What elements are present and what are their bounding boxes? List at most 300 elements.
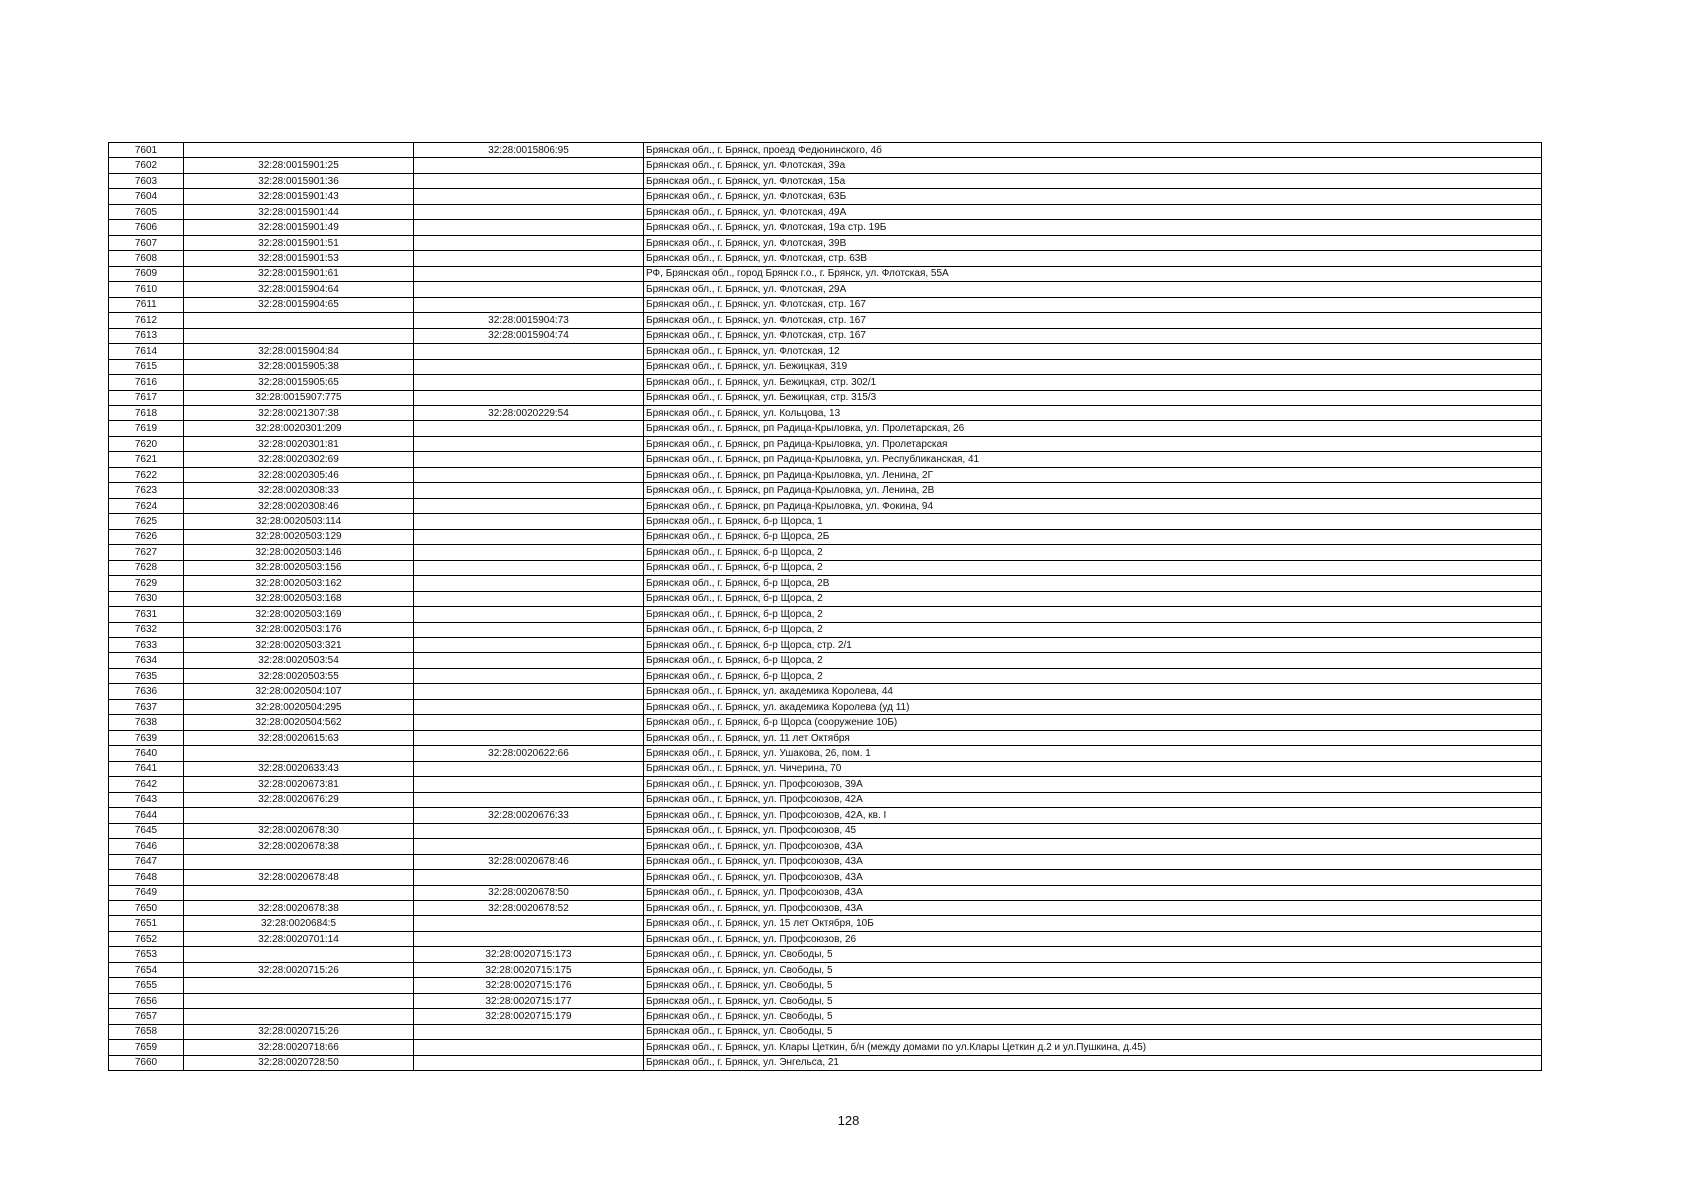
table-row: [109, 436, 1542, 451]
row-number: 7648: [109, 870, 184, 885]
table-row: [109, 638, 1542, 653]
cadastral-number-primary: 32:28:0020718:66: [184, 1040, 414, 1055]
cadastral-number-primary: 32:28:0020701:14: [184, 931, 414, 946]
cadastral-number-secondary: [414, 653, 644, 668]
cadastral-number-secondary: [414, 344, 644, 359]
cadastral-number-primary: 32:28:0020715:26: [184, 962, 414, 977]
address: Брянская обл., г. Брянск, ул. Свободы, 5: [644, 947, 1542, 962]
table-row: [109, 359, 1542, 374]
cadastral-number-secondary: 32:28:0020678:50: [414, 885, 644, 900]
cadastral-number-primary: 32:28:0020308:46: [184, 498, 414, 513]
cadastral-number-primary: 32:28:0020678:30: [184, 823, 414, 838]
table-row: [109, 421, 1542, 436]
cadastral-number-secondary: [414, 498, 644, 513]
row-number: 7607: [109, 235, 184, 250]
cadastral-number-primary: [184, 978, 414, 993]
table-row: [109, 1040, 1542, 1055]
table-row: [109, 235, 1542, 250]
cadastral-number-secondary: [414, 189, 644, 204]
cadastral-number-secondary: [414, 560, 644, 575]
cadastral-number-secondary: 32:28:0020715:175: [414, 962, 644, 977]
cadastral-number-primary: 32:28:0020673:81: [184, 777, 414, 792]
table-row: [109, 545, 1542, 560]
address: Брянская обл., г. Брянск, ул. Флотская, 49А: [644, 204, 1542, 219]
row-number: 7627: [109, 545, 184, 560]
cadastral-number-secondary: [414, 282, 644, 297]
address: Брянская обл., г. Брянск, б-р Щорса (сооружение 10Б): [644, 715, 1542, 730]
cadastral-number-secondary: [414, 483, 644, 498]
cadastral-number-secondary: [414, 870, 644, 885]
cadastral-number-secondary: [414, 638, 644, 653]
cadastral-number-secondary: [414, 699, 644, 714]
table-row: [109, 622, 1542, 637]
cadastral-number-primary: 32:28:0020503:156: [184, 560, 414, 575]
row-number: 7658: [109, 1024, 184, 1039]
address: Брянская обл., г. Брянск, ул. Энгельса, 21: [644, 1055, 1542, 1070]
table-row: [109, 684, 1542, 699]
table-row: [109, 993, 1542, 1008]
cadastral-number-secondary: [414, 730, 644, 745]
table-row: [109, 761, 1542, 776]
table-row: [109, 591, 1542, 606]
cadastral-number-primary: [184, 313, 414, 328]
address: Брянская обл., г. Брянск, рп Радица-Крыловка, ул. Фокина, 94: [644, 498, 1542, 513]
table-row: [109, 699, 1542, 714]
row-number: 7610: [109, 282, 184, 297]
address: Брянская обл., г. Брянск, ул. 11 лет Октября: [644, 730, 1542, 745]
table-row: [109, 297, 1542, 312]
cadastral-number-primary: [184, 1009, 414, 1024]
table-row: [109, 282, 1542, 297]
row-number: 7656: [109, 993, 184, 1008]
table-row: [109, 251, 1542, 266]
cadastral-number-primary: 32:28:0015907:775: [184, 390, 414, 405]
table-row: [109, 777, 1542, 792]
table-row: [109, 916, 1542, 931]
table-row: [109, 467, 1542, 482]
cadastral-number-secondary: [414, 545, 644, 560]
cadastral-number-secondary: [414, 823, 644, 838]
row-number: 7612: [109, 313, 184, 328]
cadastral-number-secondary: [414, 235, 644, 250]
cadastral-number-secondary: 32:28:0015806:95: [414, 143, 644, 158]
cadastral-number-secondary: [414, 452, 644, 467]
cadastral-number-primary: 32:28:0020715:26: [184, 1024, 414, 1039]
address: Брянская обл., г. Брянск, ул. Флотская, 29А: [644, 282, 1542, 297]
cadastral-number-primary: 32:28:0015904:84: [184, 344, 414, 359]
address: Брянская обл., г. Брянск, ул. Свободы, 5: [644, 962, 1542, 977]
cadastral-number-secondary: 32:28:0020676:33: [414, 808, 644, 823]
cadastral-number-primary: 32:28:0015901:43: [184, 189, 414, 204]
address: РФ, Брянская обл., город Брянск г.о., г. Брянск, ул. Флотская, 55А: [644, 266, 1542, 281]
table-row: [109, 498, 1542, 513]
cadastral-number-primary: 32:28:0015901:36: [184, 173, 414, 188]
cadastral-number-primary: 32:28:0020504:107: [184, 684, 414, 699]
cadastral-number-primary: 32:28:0015901:25: [184, 158, 414, 173]
table-row: [109, 746, 1542, 761]
table-row: [109, 668, 1542, 683]
address: Брянская обл., г. Брянск, ул. Бежицкая, стр. 315/3: [644, 390, 1542, 405]
address: Брянская обл., г. Брянск, б-р Щорса, 2: [644, 653, 1542, 668]
cadastral-number-secondary: [414, 668, 644, 683]
row-number: 7605: [109, 204, 184, 219]
cadastral-number-primary: [184, 143, 414, 158]
cadastral-number-secondary: [414, 715, 644, 730]
table-row: [109, 189, 1542, 204]
cadastral-number-primary: 32:28:0015904:65: [184, 297, 414, 312]
address: Брянская обл., г. Брянск, ул. Профсоюзов, 26: [644, 931, 1542, 946]
row-number: 7625: [109, 514, 184, 529]
table-row: [109, 405, 1542, 420]
cadastral-number-secondary: [414, 931, 644, 946]
address: Брянская обл., г. Брянск, рп Радица-Крыловка, ул. Пролетарская: [644, 436, 1542, 451]
table-row: [109, 947, 1542, 962]
table-row: [109, 823, 1542, 838]
address: Брянская обл., г. Брянск, ул. Свободы, 5: [644, 978, 1542, 993]
address: Брянская обл., г. Брянск, ул. Профсоюзов, 42А: [644, 792, 1542, 807]
row-number: 7634: [109, 653, 184, 668]
cadastral-number-primary: 32:28:0020728:50: [184, 1055, 414, 1070]
row-number: 7626: [109, 529, 184, 544]
table-row: [109, 344, 1542, 359]
cadastral-number-primary: 32:28:0015901:49: [184, 220, 414, 235]
cadastral-number-primary: [184, 947, 414, 962]
table-row: [109, 715, 1542, 730]
cadastral-number-primary: 32:28:0020503:55: [184, 668, 414, 683]
cadastral-number-primary: 32:28:0020503:146: [184, 545, 414, 560]
row-number: 7640: [109, 746, 184, 761]
cadastral-number-secondary: 32:28:0020715:177: [414, 993, 644, 1008]
cadastral-number-secondary: [414, 251, 644, 266]
row-number: 7653: [109, 947, 184, 962]
cadastral-number-secondary: [414, 266, 644, 281]
table-row: [109, 730, 1542, 745]
cadastral-number-secondary: [414, 792, 644, 807]
row-number: 7616: [109, 375, 184, 390]
cadastral-number-primary: 32:28:0015905:65: [184, 375, 414, 390]
cadastral-number-primary: 32:28:0020503:114: [184, 514, 414, 529]
row-number: 7641: [109, 761, 184, 776]
table-row: [109, 375, 1542, 390]
row-number: 7650: [109, 900, 184, 915]
address: Брянская обл., г. Брянск, ул. Флотская, 63Б: [644, 189, 1542, 204]
row-number: 7630: [109, 591, 184, 606]
address: Брянская обл., г. Брянск, ул. Чичерина, 70: [644, 761, 1542, 776]
table-row: [109, 931, 1542, 946]
row-number: 7655: [109, 978, 184, 993]
address: Брянская обл., г. Брянск, б-р Щорса, 2: [644, 622, 1542, 637]
cadastral-number-primary: 32:28:0020308:33: [184, 483, 414, 498]
address: Брянская обл., г. Брянск, б-р Щорса, 2В: [644, 576, 1542, 591]
cadastral-number-primary: 32:28:0020503:169: [184, 607, 414, 622]
cadastral-number-primary: 32:28:0015901:53: [184, 251, 414, 266]
cadastral-number-primary: 32:28:0020633:43: [184, 761, 414, 776]
row-number: 7617: [109, 390, 184, 405]
row-number: 7657: [109, 1009, 184, 1024]
row-number: 7628: [109, 560, 184, 575]
table-row: [109, 576, 1542, 591]
cadastral-number-secondary: [414, 777, 644, 792]
row-number: 7622: [109, 467, 184, 482]
address: Брянская обл., г. Брянск, рп Радица-Крыловка, ул. Республиканская, 41: [644, 452, 1542, 467]
cadastral-number-primary: 32:28:0020301:81: [184, 436, 414, 451]
table-row: [109, 529, 1542, 544]
table-row: [109, 839, 1542, 854]
cadastral-number-secondary: [414, 576, 644, 591]
cadastral-number-primary: 32:28:0020678:38: [184, 900, 414, 915]
cadastral-number-secondary: [414, 607, 644, 622]
address: Брянская обл., г. Брянск, ул. Профсоюзов, 42А, кв. I: [644, 808, 1542, 823]
cadastral-number-primary: 32:28:0020504:295: [184, 699, 414, 714]
table-row: [109, 452, 1542, 467]
address: Брянская обл., г. Брянск, ул. Ушакова, 26, пом. 1: [644, 746, 1542, 761]
address: Брянская обл., г. Брянск, ул. 15 лет Октября, 10Б: [644, 916, 1542, 931]
table-row: [109, 978, 1542, 993]
cadastral-number-primary: 32:28:0015901:44: [184, 204, 414, 219]
row-number: 7649: [109, 885, 184, 900]
cadastral-number-primary: [184, 854, 414, 869]
cadastral-number-secondary: [414, 1055, 644, 1070]
cadastral-number-secondary: [414, 514, 644, 529]
table-row: [109, 328, 1542, 343]
table-row: [109, 792, 1542, 807]
row-number: 7635: [109, 668, 184, 683]
cadastral-number-primary: 32:28:0020615:63: [184, 730, 414, 745]
cadastral-number-primary: [184, 328, 414, 343]
table-row: [109, 220, 1542, 235]
cadastral-number-primary: [184, 746, 414, 761]
address: Брянская обл., г. Брянск, ул. Профсоюзов, 43А: [644, 839, 1542, 854]
cadastral-number-primary: 32:28:0020504:562: [184, 715, 414, 730]
address: Брянская обл., г. Брянск, б-р Щорса, 2: [644, 560, 1542, 575]
page-number: 128: [837, 1113, 860, 1128]
cadastral-number-secondary: [414, 204, 644, 219]
address: Брянская обл., г. Брянск, ул. академика Королева, 44: [644, 684, 1542, 699]
row-number: 7654: [109, 962, 184, 977]
cadastral-number-secondary: 32:28:0020229:54: [414, 405, 644, 420]
row-number: 7601: [109, 143, 184, 158]
address: Брянская обл., г. Брянск, ул. Профсоюзов, 43А: [644, 900, 1542, 915]
table-row: [109, 313, 1542, 328]
cadastral-number-primary: 32:28:0020302:69: [184, 452, 414, 467]
cadastral-number-secondary: [414, 916, 644, 931]
cadastral-number-secondary: 32:28:0020715:173: [414, 947, 644, 962]
table-row: [109, 1009, 1542, 1024]
cadastral-number-secondary: 32:28:0020622:66: [414, 746, 644, 761]
row-number: 7645: [109, 823, 184, 838]
address: Брянская обл., г. Брянск, ул. Профсоюзов, 45: [644, 823, 1542, 838]
row-number: 7660: [109, 1055, 184, 1070]
cadastral-number-primary: 32:28:0020678:48: [184, 870, 414, 885]
cadastral-number-secondary: 32:28:0015904:73: [414, 313, 644, 328]
row-number: 7603: [109, 173, 184, 188]
table-row: [109, 158, 1542, 173]
row-number: 7632: [109, 622, 184, 637]
address: Брянская обл., г. Брянск, ул. Флотская, 15а: [644, 173, 1542, 188]
row-number: 7659: [109, 1040, 184, 1055]
address: Брянская обл., г. Брянск, б-р Щорса, 2: [644, 607, 1542, 622]
table-row: [109, 390, 1542, 405]
row-number: 7621: [109, 452, 184, 467]
cadastral-number-secondary: [414, 467, 644, 482]
address: Брянская обл., г. Брянск, ул. Флотская, стр. 63В: [644, 251, 1542, 266]
cadastral-number-primary: 32:28:0020503:176: [184, 622, 414, 637]
cadastral-number-secondary: [414, 297, 644, 312]
address: Брянская обл., г. Брянск, рп Радица-Крыловка, ул. Ленина, 2Г: [644, 467, 1542, 482]
cadastral-number-secondary: [414, 1040, 644, 1055]
cadastral-number-primary: 32:28:0020676:29: [184, 792, 414, 807]
address: Брянская обл., г. Брянск, ул. Профсоюзов, 39А: [644, 777, 1542, 792]
address: Брянская обл., г. Брянск, б-р Щорса, 1: [644, 514, 1542, 529]
address: Брянская обл., г. Брянск, ул. Бежицкая, 319: [644, 359, 1542, 374]
cadastral-number-secondary: [414, 421, 644, 436]
table-row: [109, 1055, 1542, 1070]
cadastral-number-secondary: [414, 684, 644, 699]
row-number: 7651: [109, 916, 184, 931]
row-number: 7644: [109, 808, 184, 823]
cadastral-number-secondary: [414, 591, 644, 606]
cadastral-number-primary: 32:28:0015901:61: [184, 266, 414, 281]
table-row: [109, 808, 1542, 823]
cadastral-number-secondary: [414, 220, 644, 235]
cadastral-number-primary: 32:28:0015901:51: [184, 235, 414, 250]
address: Брянская обл., г. Брянск, ул. Флотская, стр. 167: [644, 328, 1542, 343]
cadastral-number-secondary: [414, 375, 644, 390]
row-number: 7636: [109, 684, 184, 699]
row-number: 7602: [109, 158, 184, 173]
cadastral-number-secondary: [414, 173, 644, 188]
address: Брянская обл., г. Брянск, ул. Флотская, 12: [644, 344, 1542, 359]
row-number: 7608: [109, 251, 184, 266]
cadastral-number-primary: 32:28:0020503:168: [184, 591, 414, 606]
cadastral-number-secondary: [414, 622, 644, 637]
cadastral-number-secondary: 32:28:0015904:74: [414, 328, 644, 343]
row-number: 7633: [109, 638, 184, 653]
cadastral-number-primary: [184, 885, 414, 900]
row-number: 7637: [109, 699, 184, 714]
table-row: [109, 173, 1542, 188]
row-number: 7609: [109, 266, 184, 281]
row-number: 7619: [109, 421, 184, 436]
row-number: 7624: [109, 498, 184, 513]
address: Брянская обл., г. Брянск, ул. Флотская, 39В: [644, 235, 1542, 250]
address: Брянская обл., г. Брянск, ул. Клары Цеткин, б/н (между домами по ул.Клары Цеткин д.2 и ул.Пушкина, д.45): [644, 1040, 1542, 1055]
address: Брянская обл., г. Брянск, ул. Свободы, 5: [644, 1024, 1542, 1039]
address: Брянская обл., г. Брянск, ул. Флотская, 39а: [644, 158, 1542, 173]
row-number: 7639: [109, 730, 184, 745]
row-number: 7611: [109, 297, 184, 312]
address: Брянская обл., г. Брянск, б-р Щорса, 2: [644, 545, 1542, 560]
address: Брянская обл., г. Брянск, ул. академика Королева (уд 11): [644, 699, 1542, 714]
table-row: [109, 607, 1542, 622]
row-number: 7629: [109, 576, 184, 591]
cadastral-number-secondary: 32:28:0020678:52: [414, 900, 644, 915]
address: Брянская обл., г. Брянск, б-р Щорса, 2: [644, 591, 1542, 606]
table-row: [109, 653, 1542, 668]
table-row: [109, 560, 1542, 575]
row-number: 7615: [109, 359, 184, 374]
address: Брянская обл., г. Брянск, ул. Профсоюзов, 43А: [644, 870, 1542, 885]
table-row: [109, 962, 1542, 977]
cadastral-number-primary: 32:28:0020301:209: [184, 421, 414, 436]
row-number: 7620: [109, 436, 184, 451]
row-number: 7618: [109, 405, 184, 420]
cadastral-number-primary: [184, 808, 414, 823]
row-number: 7643: [109, 792, 184, 807]
cadastral-number-primary: 32:28:0015904:64: [184, 282, 414, 297]
table-row: [109, 854, 1542, 869]
table-row: [109, 885, 1542, 900]
table-row: [109, 870, 1542, 885]
address: Брянская обл., г. Брянск, ул. Флотская, стр. 167: [644, 313, 1542, 328]
row-number: 7613: [109, 328, 184, 343]
address: Брянская обл., г. Брянск, ул. Свободы, 5: [644, 993, 1542, 1008]
registry-table-body: [109, 143, 1542, 1071]
address: Брянская обл., г. Брянск, ул. Флотская, 19а стр. 19Б: [644, 220, 1542, 235]
cadastral-number-primary: 32:28:0020503:162: [184, 576, 414, 591]
address: Брянская обл., г. Брянск, ул. Кольцова, 13: [644, 405, 1542, 420]
table-row: [109, 266, 1542, 281]
cadastral-number-secondary: [414, 1024, 644, 1039]
address: Брянская обл., г. Брянск, б-р Щорса, 2: [644, 668, 1542, 683]
cadastral-number-secondary: [414, 529, 644, 544]
cadastral-number-secondary: 32:28:0020715:176: [414, 978, 644, 993]
cadastral-number-secondary: [414, 839, 644, 854]
address: Брянская обл., г. Брянск, рп Радица-Крыловка, ул. Ленина, 2В: [644, 483, 1542, 498]
address: Брянская обл., г. Брянск, ул. Бежицкая, стр. 302/1: [644, 375, 1542, 390]
registry-table: [108, 142, 1542, 1071]
cadastral-number-primary: [184, 993, 414, 1008]
row-number: 7647: [109, 854, 184, 869]
address: Брянская обл., г. Брянск, ул. Флотская, стр. 167: [644, 297, 1542, 312]
cadastral-number-primary: 32:28:0020684:5: [184, 916, 414, 931]
cadastral-number-primary: 32:28:0020503:54: [184, 653, 414, 668]
cadastral-number-primary: 32:28:0020503:129: [184, 529, 414, 544]
cadastral-number-secondary: [414, 359, 644, 374]
cadastral-number-primary: 32:28:0020305:46: [184, 467, 414, 482]
row-number: 7614: [109, 344, 184, 359]
cadastral-number-primary: 32:28:0020678:38: [184, 839, 414, 854]
table-row: [109, 900, 1542, 915]
cadastral-number-primary: 32:28:0021307:38: [184, 405, 414, 420]
row-number: 7604: [109, 189, 184, 204]
table-row: [109, 514, 1542, 529]
address: Брянская обл., г. Брянск, б-р Щорса, стр. 2/1: [644, 638, 1542, 653]
table-row: [109, 143, 1542, 158]
table-row: [109, 1024, 1542, 1039]
address: Брянская обл., г. Брянск, рп Радица-Крыловка, ул. Пролетарская, 26: [644, 421, 1542, 436]
cadastral-number-primary: 32:28:0020503:321: [184, 638, 414, 653]
cadastral-number-primary: 32:28:0015905:38: [184, 359, 414, 374]
address: Брянская обл., г. Брянск, ул. Свободы, 5: [644, 1009, 1542, 1024]
cadastral-number-secondary: [414, 436, 644, 451]
row-number: 7646: [109, 839, 184, 854]
cadastral-number-secondary: 32:28:0020678:46: [414, 854, 644, 869]
table-row: [109, 204, 1542, 219]
cadastral-number-secondary: [414, 390, 644, 405]
row-number: 7642: [109, 777, 184, 792]
address: Брянская обл., г. Брянск, проезд Федюнинского, 4б: [644, 143, 1542, 158]
row-number: 7638: [109, 715, 184, 730]
cadastral-number-secondary: [414, 761, 644, 776]
cadastral-number-secondary: [414, 158, 644, 173]
table-row: [109, 483, 1542, 498]
address: Брянская обл., г. Брянск, ул. Профсоюзов, 43А: [644, 854, 1542, 869]
address: Брянская обл., г. Брянск, ул. Профсоюзов, 43А: [644, 885, 1542, 900]
row-number: 7606: [109, 220, 184, 235]
address: Брянская обл., г. Брянск, б-р Щорса, 2Б: [644, 529, 1542, 544]
row-number: 7652: [109, 931, 184, 946]
